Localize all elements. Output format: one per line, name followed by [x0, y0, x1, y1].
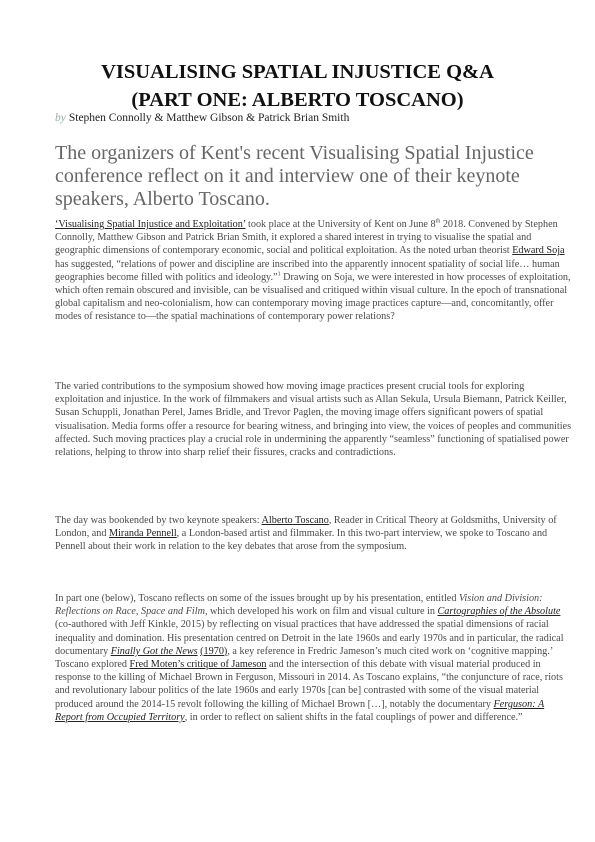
title-line-2: (PART ONE: ALBERTO TOSCANO) [131, 89, 464, 111]
finally-got-the-news-link[interactable]: Finally Got the News [110, 645, 198, 657]
byline [55, 112, 349, 124]
paragraph-3: The day was bookended by two keynote speakers: Alberto Toscano, Reader in Critical Theory at Goldsmiths, University of London, and Miranda Pennell, a London-based artist and filmmaker. In this two-part interview, we spoke to Toscano and Pennell about their work in relation to the key debates that arose from the symposium. [55, 515, 557, 553]
author-names: Stephen Connolly & Matthew Gibson & Patrick Brian Smith [68, 112, 350, 124]
event-link[interactable]: ‘Visualising Spatial Injustice and Exploitation’ [55, 219, 246, 230]
alberto-toscano-link[interactable]: Alberto Toscano [261, 515, 329, 526]
paragraph-1: ‘Visualising Spatial Injustice and Exploitation’ took place at the University of Kent on June 8th 2018. Convened by Stephen Connolly, Matthew Gibson and Patrick Brian Smith, it explored a shared interest in trying to visualise the spatial and geographic dimensions of contemporary economic, social and political exploitation. As the noted urban theorist Edward Soja has suggested, “relations of power and discipline are inscribed into the apparently innocent spatiality of social life… human geographies become filled with politics and ideology.”$^1$ Drawing on Soja, we were interested in how processes of exploitation, which often remain obscured and invisible, can be visualised and critiqued within visual culture. In the epoch of transnational global capitalism and neo-colonialism, how can contemporary moving image practices capture—and, concomitantly, offer modes of resistance to—the spatial machinations of contemporary power relations? [55, 218, 571, 323]
edward-soja-link[interactable]: Edward Soja [512, 245, 565, 257]
ferguson-documentary-link[interactable]: Ferguson: A Report from Occupied Territory [55, 698, 545, 723]
moten-critique-link[interactable]: Fred Moten’s critique of Jameson [129, 659, 267, 671]
article-title [30, 58, 565, 114]
by-label: by [55, 112, 66, 124]
presentation-title: Vision and Division: Reflections on Race, Space and Film [55, 593, 543, 618]
paragraph-4: In part one (below), Toscano reflects on some of the issues brought up by his presentation, entitled Vision and Division: Reflections on Race, Space and Film, which developed his work on film and visual culture in Cartographies of the Absolute (co-authored with Jeff Kinkle, 2015) by reflecting on visual practices that have addressed the spatial dimensions of racial inequality and domination. His presentation centred on Detroit in the late 1960s and early 1970s and in particular, the radical documentary Finally Got the News (1970), a key reference in Fredric Jameson’s much cited work on ‘cognitive mapping.’ Toscano explored Fred Moten’s critique of Jameson and the intersection of this debate with visual material produced in response to the killing of Michael Brown in Ferguson, Missouri in 2014. As Toscano explains, “the conjuncture of race, riots and revolutionary labour politics of the late 1960s and early 1970s [can be] contrasted with some of the visual material produced around the 2014-15 revolt following the killing of Michael Brown […], notably the documentary Ferguson: A Report from Occupied Territory, in order to reflect on salient shifts in the fatal couplings of power and difference.” [55, 593, 564, 723]
miranda-pennell-link[interactable]: Miranda Pennell [109, 528, 177, 540]
cartographies-link[interactable]: Cartographies of the Absolute [437, 606, 561, 618]
footnote-marker: 1 [277, 271, 281, 278]
title-line-1: VISUALISING SPATIAL INJUSTICE Q&A [101, 61, 494, 83]
paragraph-2: The varied contributions to the symposium showed how moving image practices present crucial tools for exploring exploitation and injustice. In the work of filmmakers and visual artists such as Allan Sekula, Ursula Biemann, Patrick Keiller, Susan Schuppli, Jonathan Perel, James Bridle, and Trevor Paglen, the moving image offers significant powers of spatial visualisation. Media forms offer a resource for bearing witness, and bringing into view, the voices of peoples and communities affected. Such moving practices play a crucial role in undermining the apparently “seamless” functioning of spatialised power relations, helping to throw into sharp relief their fissures, cracks and contradictions. [55, 381, 572, 459]
standfirst: The organizers of Kent's recent Visualising Spatial Injustice conference reflect on it and interview one of their keynote speakers, Alberto Toscano. [55, 142, 534, 210]
year-1970-link[interactable]: (1970) [200, 645, 228, 657]
